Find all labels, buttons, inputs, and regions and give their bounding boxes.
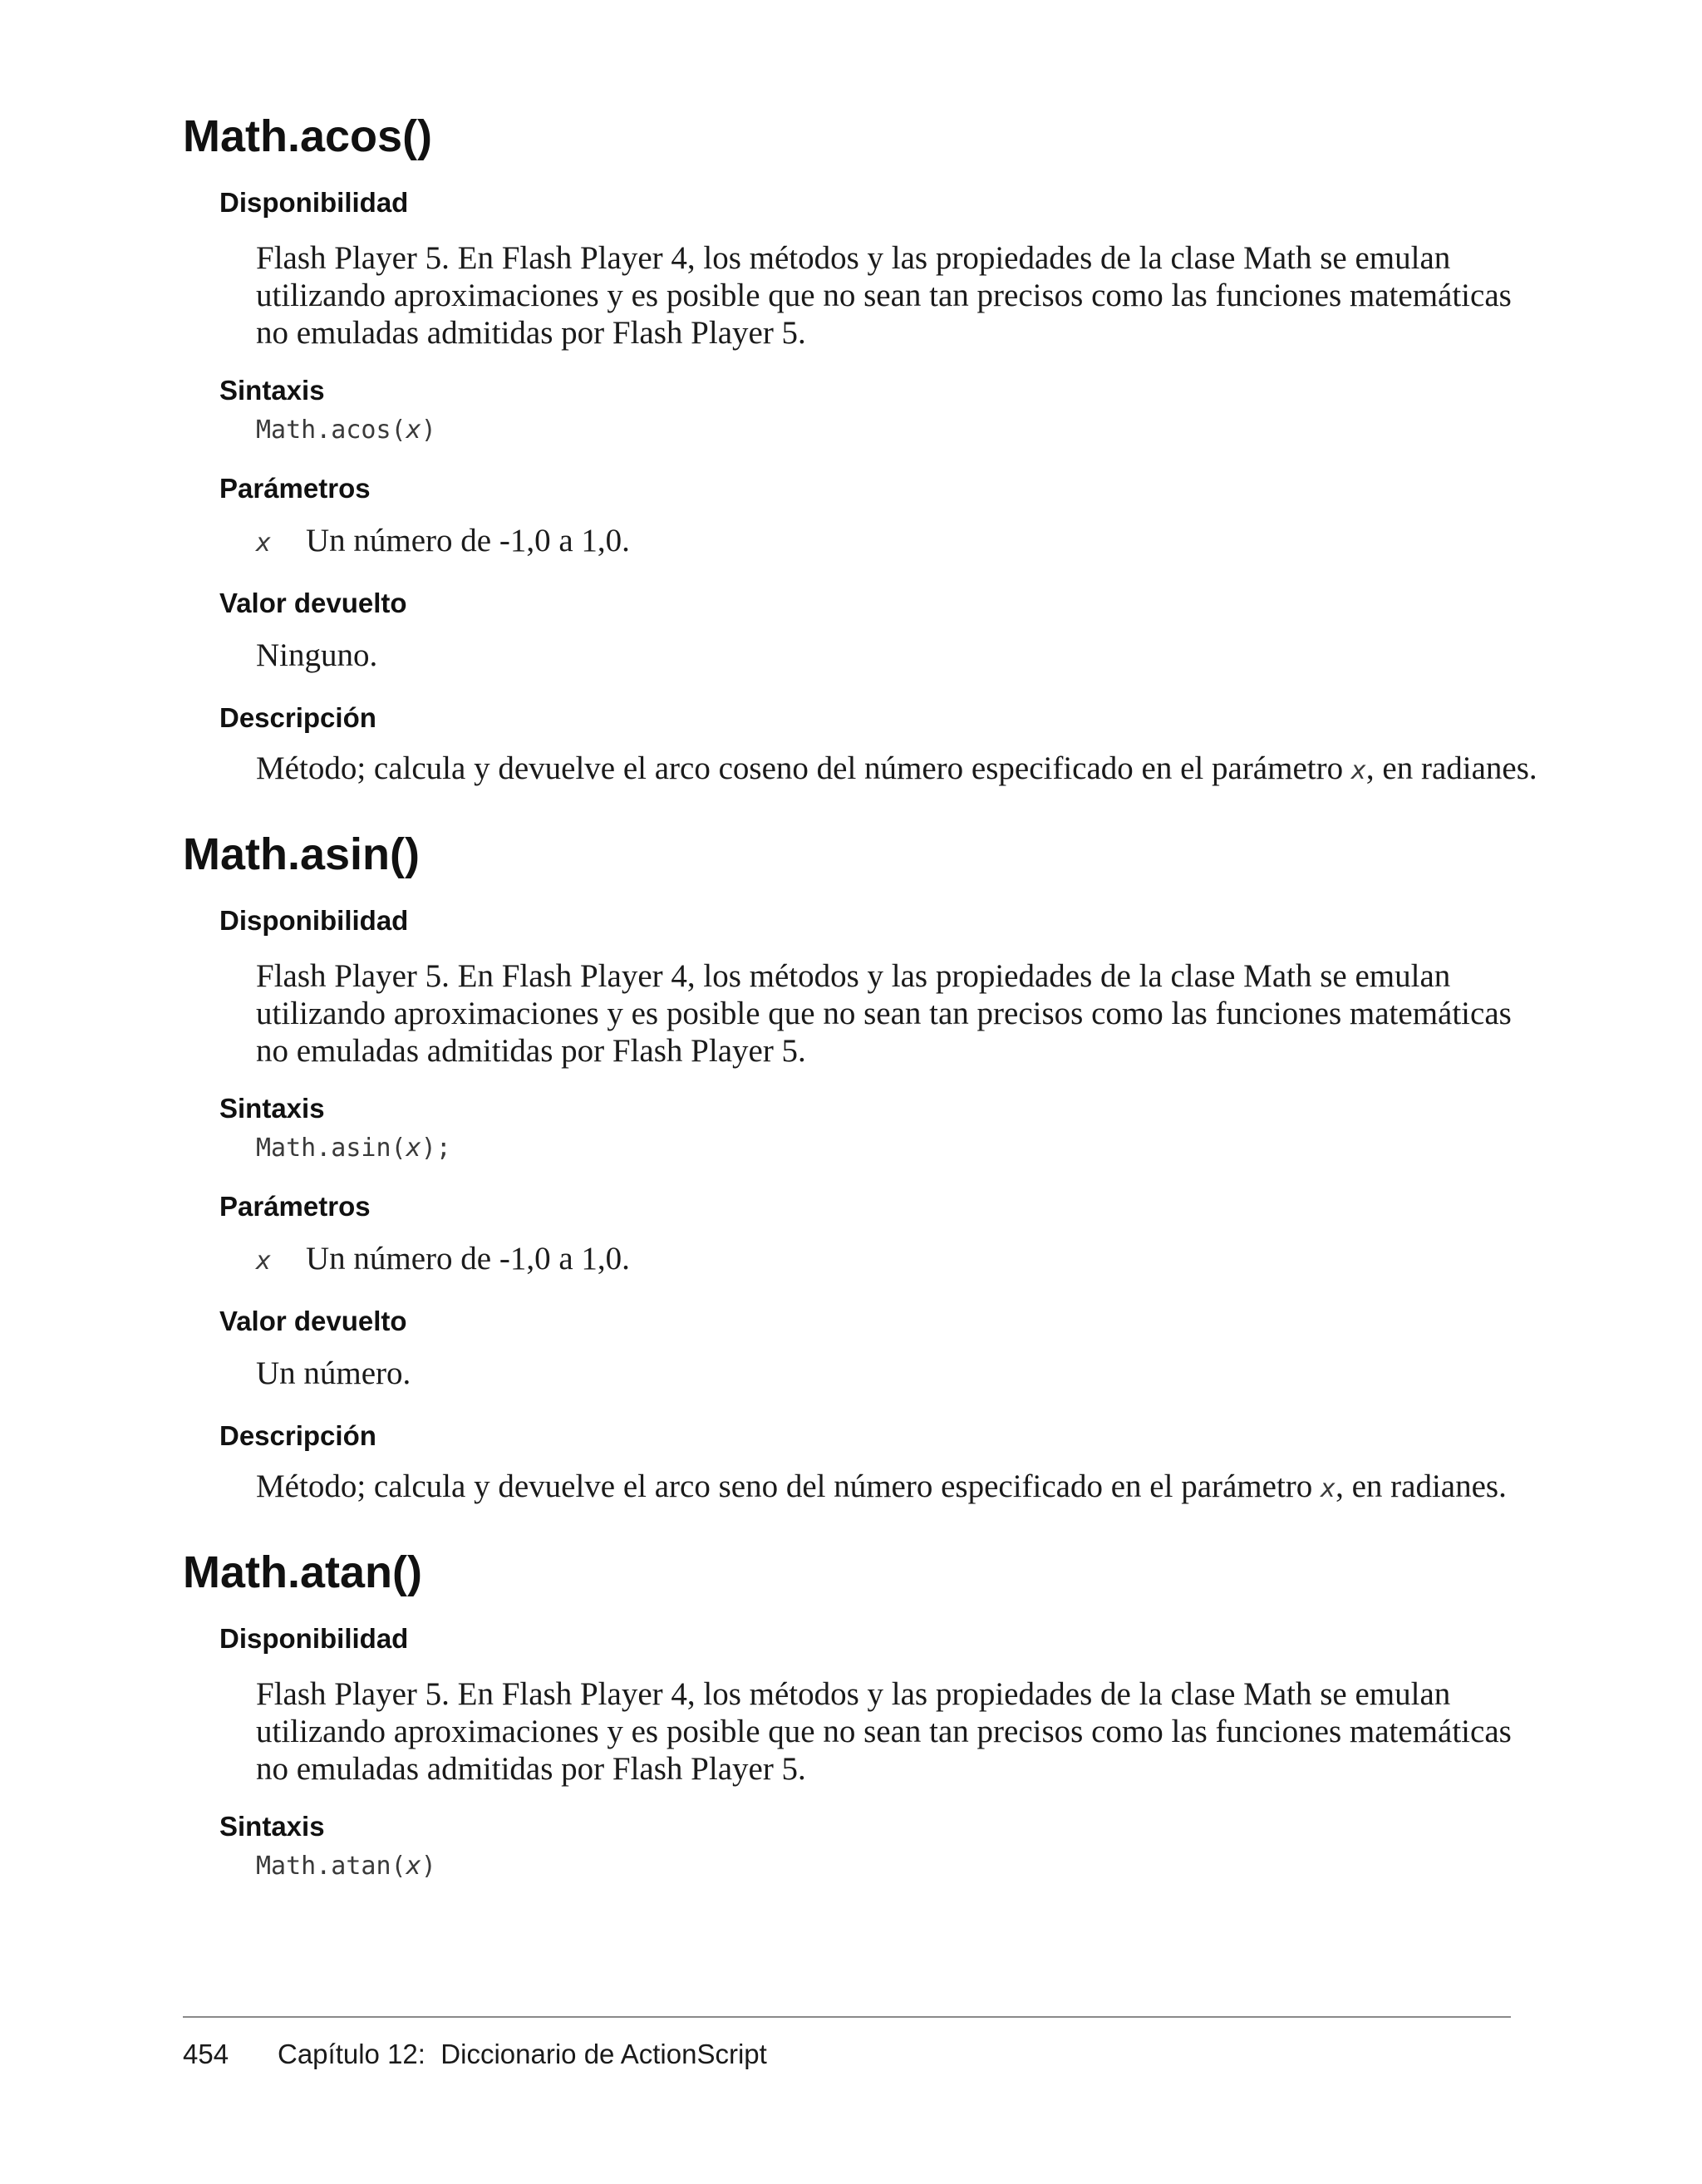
code-arg: x	[406, 1852, 421, 1881]
text-line: utilizando aproximaciones y es posible que no sean tan precisos como las funciones matemáticas	[256, 996, 1512, 1031]
text-line: utilizando aproximaciones y es posible que no sean tan precisos como las funciones matemáticas	[256, 1714, 1512, 1749]
entry-title: Math.asin()	[183, 829, 421, 879]
code-text: )	[421, 1852, 436, 1881]
footer-divider	[183, 2016, 1511, 2018]
return-value-label: Valor devuelto	[219, 1306, 407, 1336]
parameter-name: x	[256, 529, 272, 558]
syntax-code	[256, 1850, 436, 1883]
code-arg: x	[406, 1134, 421, 1163]
inline-code-arg: x	[1350, 756, 1366, 785]
text-span: , en radianes.	[1336, 1468, 1507, 1504]
chapter-title: Capítulo 12: Diccionario de ActionScript	[278, 2039, 767, 2069]
description-text	[256, 750, 1602, 789]
text-span: , en radianes.	[1365, 750, 1537, 786]
parameter-name: x	[256, 1247, 272, 1276]
availability-text	[256, 239, 1536, 352]
entry-math-atan	[183, 1546, 1529, 1895]
code-text: Math.acos(	[256, 416, 406, 445]
parameters-label: Parámetros	[219, 1191, 371, 1222]
text-line: no emuladas admitidas por Flash Player 5.	[256, 1751, 806, 1787]
entry-math-acos	[183, 110, 1537, 808]
entry-title: Math.atan()	[183, 1547, 422, 1597]
text-line: no emuladas admitidas por Flash Player 5.	[256, 315, 806, 351]
text-line: Flash Player 5. En Flash Player 4, los métodos y las propiedades de la clase Math se emulan	[256, 1676, 1451, 1712]
syntax-label: Sintaxis	[219, 1811, 325, 1842]
availability-label: Disponibilidad	[219, 905, 409, 936]
code-text: Math.atan(	[256, 1852, 406, 1881]
text-line: no emuladas admitidas por Flash Player 5.	[256, 1033, 806, 1069]
availability-label: Disponibilidad	[219, 187, 409, 218]
availability-text	[256, 1675, 1536, 1788]
inline-code-arg: x	[1321, 1474, 1336, 1503]
availability-text	[256, 957, 1536, 1070]
text-line: Flash Player 5. En Flash Player 4, los métodos y las propiedades de la clase Math se emulan	[256, 958, 1451, 994]
return-value-label: Valor devuelto	[219, 588, 407, 618]
return-value-text: Ninguno.	[256, 637, 378, 673]
syntax-label: Sintaxis	[219, 375, 325, 406]
description-text	[256, 1468, 1602, 1508]
syntax-code	[256, 1132, 451, 1165]
availability-label: Disponibilidad	[219, 1623, 409, 1654]
parameter-row	[256, 1240, 630, 1280]
code-text: Math.asin(	[256, 1134, 406, 1163]
code-text: )	[421, 416, 436, 445]
text-line: utilizando aproximaciones y es posible que no sean tan precisos como las funciones matemáticas	[256, 278, 1512, 313]
syntax-label: Sintaxis	[219, 1093, 325, 1124]
code-arg: x	[406, 416, 421, 445]
parameter-description: Un número de -1,0 a 1,0.	[306, 523, 630, 558]
entry-title: Math.acos()	[183, 111, 433, 161]
text-line: Flash Player 5. En Flash Player 4, los métodos y las propiedades de la clase Math se emulan	[256, 240, 1451, 276]
code-text: );	[421, 1134, 451, 1163]
parameter-row	[256, 522, 630, 562]
description-label: Descripción	[219, 702, 376, 733]
text-span: Método; calcula y devuelve el arco coseno del número especificado en el parámetro	[256, 750, 1351, 786]
return-value-text: Un número.	[256, 1355, 411, 1391]
entry-math-asin	[183, 828, 1529, 1526]
text-span: Método; calcula y devuelve el arco seno del número especificado en el parámetro	[256, 1468, 1321, 1504]
description-label: Descripción	[219, 1420, 376, 1451]
parameter-description: Un número de -1,0 a 1,0.	[306, 1241, 630, 1276]
parameters-label: Parámetros	[219, 473, 371, 504]
page-footer	[183, 2038, 767, 2071]
syntax-code	[256, 414, 436, 447]
page-number: 454	[183, 2039, 229, 2069]
